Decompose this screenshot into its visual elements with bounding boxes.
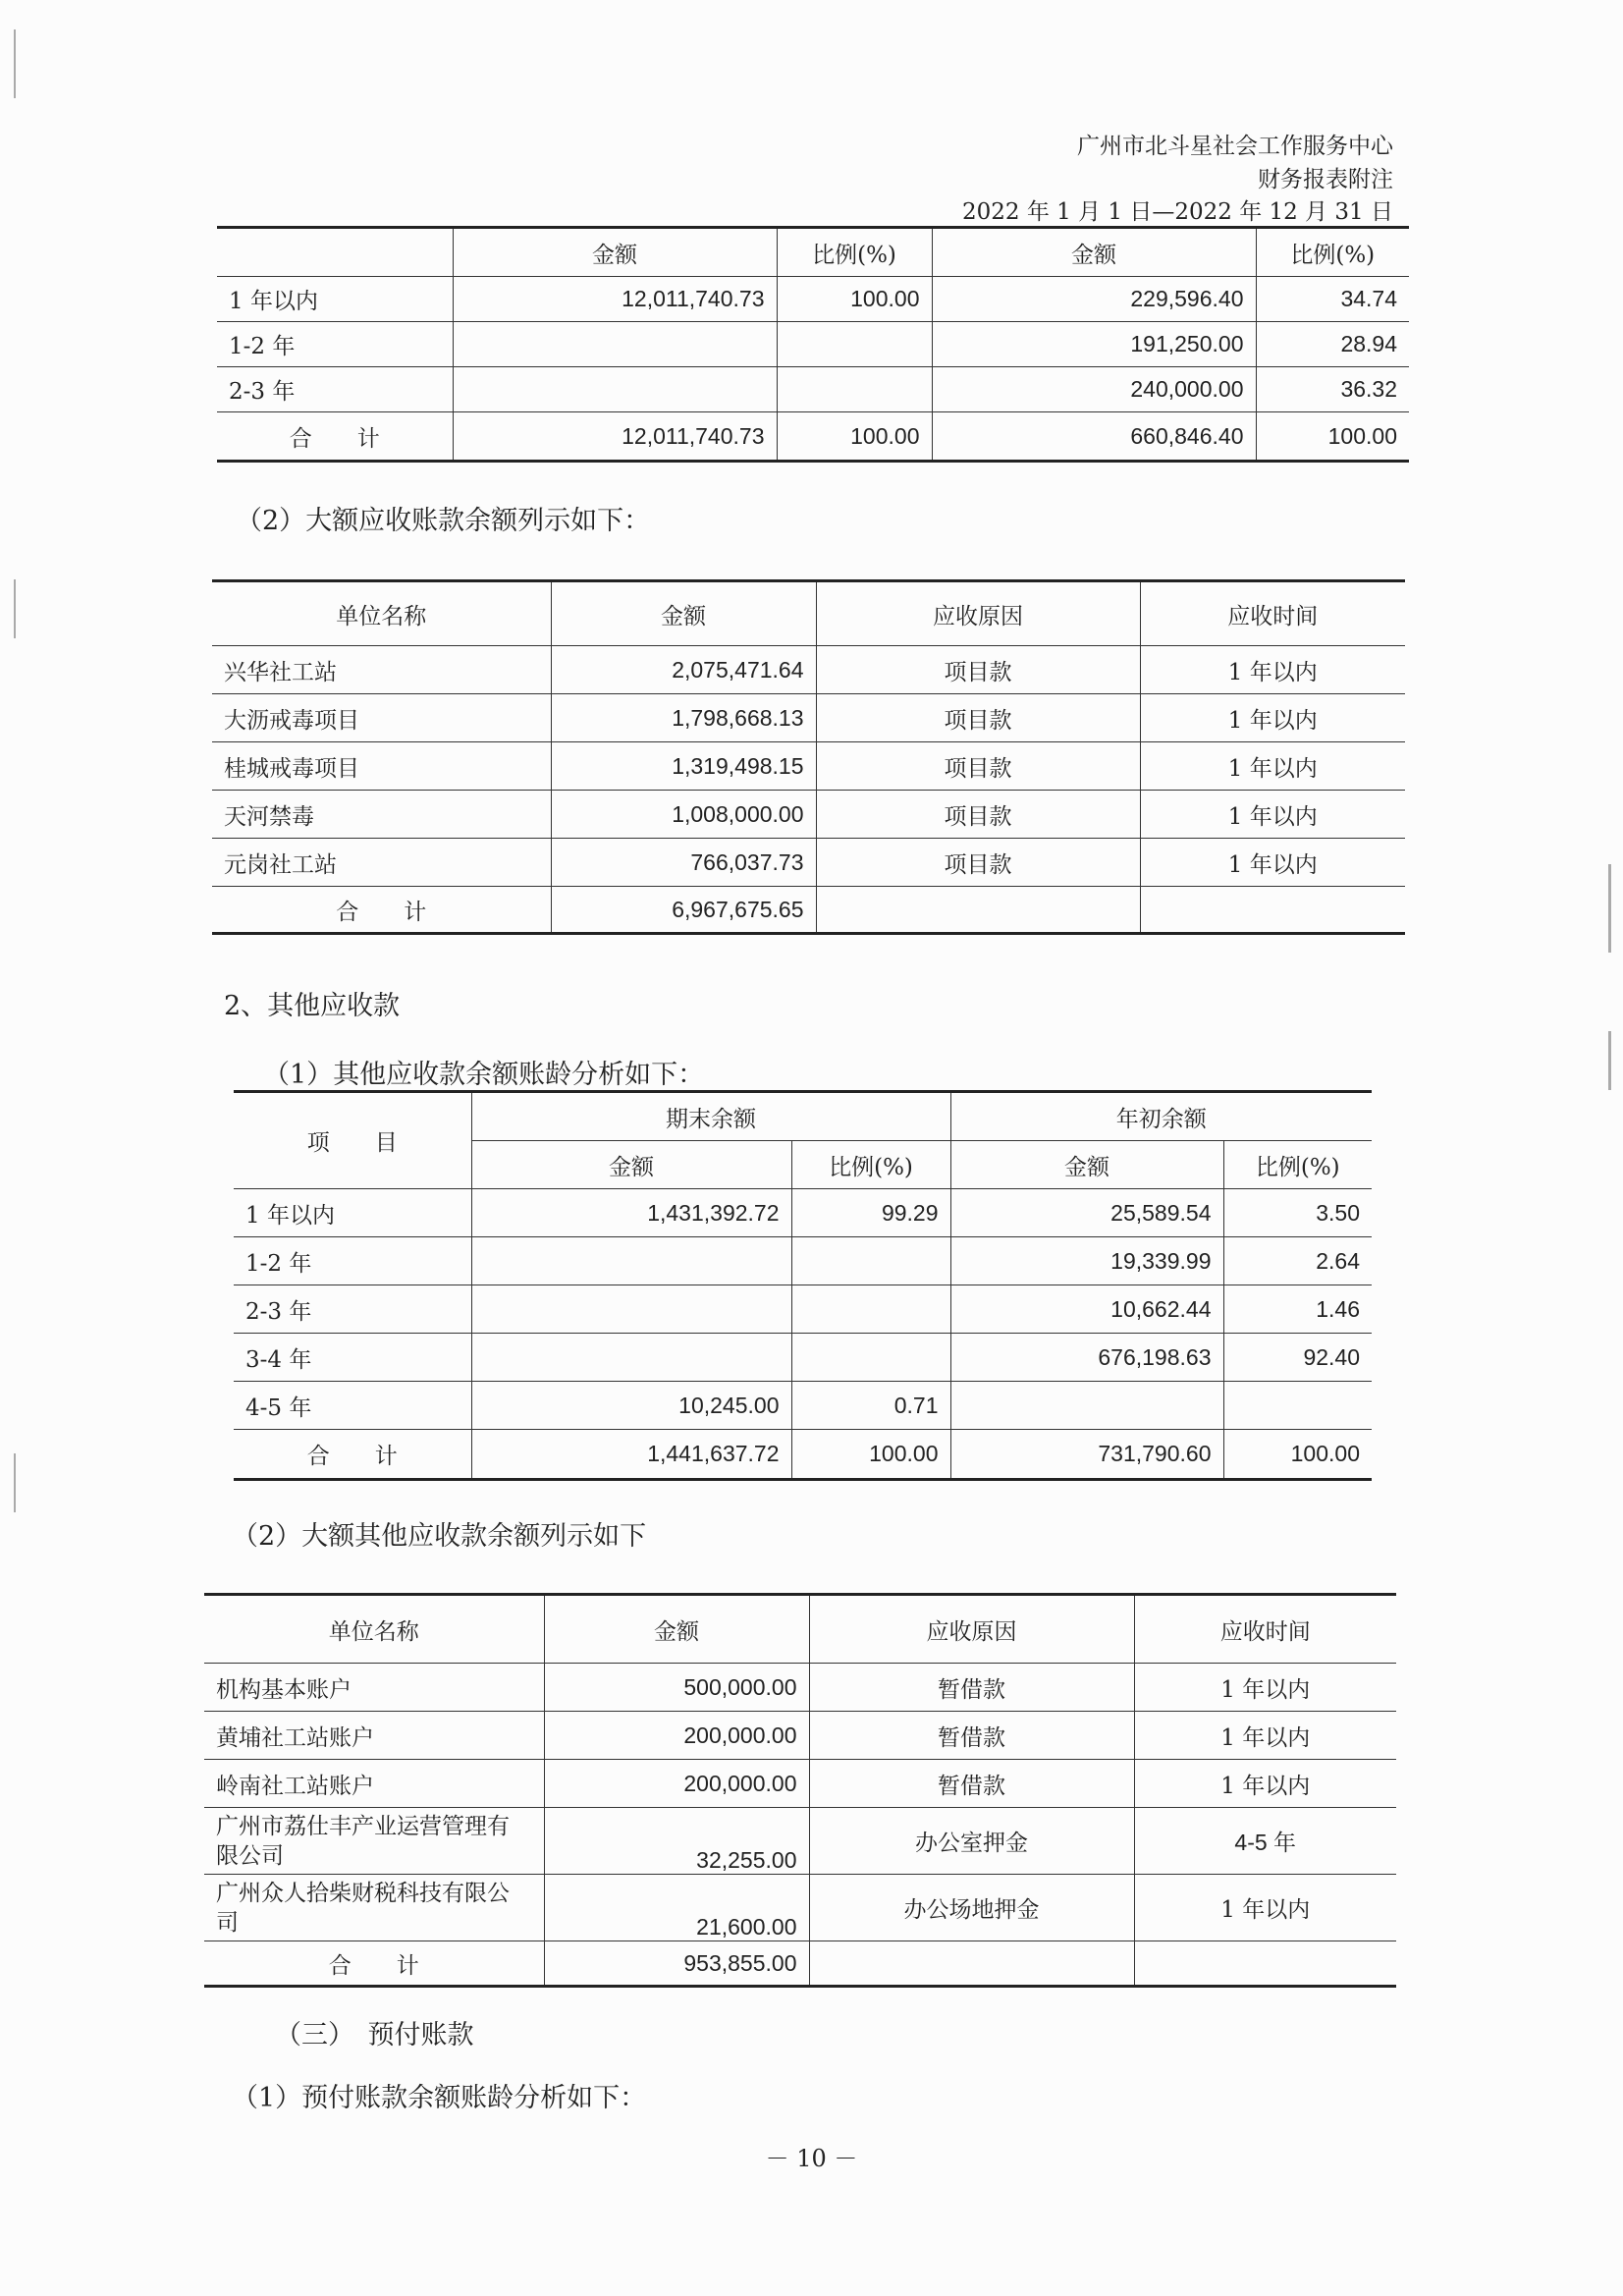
item-header: 项 目 bbox=[234, 1092, 471, 1189]
table-header-row bbox=[234, 1092, 1372, 1141]
report-period: 2022 年 1 月 1 日—2022 年 12 月 31 日 bbox=[962, 199, 1393, 225]
table-header-row: 单位名称 金额 应收原因 应收时间 bbox=[204, 1595, 1396, 1664]
table-row: 1-2 年 191,250.00 28.94 bbox=[217, 322, 1409, 367]
table-row: 广州众人拾柴财税科技有限公司 21,600.00 办公场地押金 1 年以内 bbox=[204, 1875, 1396, 1941]
section-heading: （2）大额其他应收款余额列示如下 bbox=[232, 1521, 647, 1552]
table-row: 天河禁毒 1,008,000.00 项目款 1 年以内 bbox=[212, 791, 1405, 839]
table-subheader-row: 金额 比例(%) 金额 比例(%) bbox=[234, 1141, 1372, 1189]
table-row: 大沥戒毒项目 1,798,668.13 项目款 1 年以内 bbox=[212, 694, 1405, 742]
page-number: － 10 － bbox=[765, 2145, 858, 2172]
table-row: 黄埔社工站账户 200,000.00 暂借款 1 年以内 bbox=[204, 1712, 1396, 1760]
table-row: 岭南社工站账户 200,000.00 暂借款 1 年以内 bbox=[204, 1760, 1396, 1808]
scan-mark bbox=[14, 579, 16, 638]
scan-mark bbox=[1608, 1031, 1611, 1090]
table-row: 2-3 年 240,000.00 36.32 bbox=[217, 367, 1409, 412]
other-ar-aging-table bbox=[234, 1090, 1372, 1481]
begin-balance-header: 年初余额 bbox=[950, 1092, 1372, 1141]
section-heading: （2）大额应收账款余额列示如下： bbox=[236, 506, 651, 536]
large-ar-table bbox=[212, 579, 1405, 935]
section-heading: （1）其他应收款余额账龄分析如下： bbox=[263, 1060, 705, 1090]
table-row: 兴华社工站 2,075,471.64 项目款 1 年以内 bbox=[212, 646, 1405, 694]
section-heading: 2、其他应收款 bbox=[224, 991, 401, 1021]
doc-title: 财务报表附注 bbox=[1258, 167, 1393, 192]
total-row: 合 计 6,967,675.65 bbox=[212, 887, 1405, 934]
table-row: 3-4 年 676,198.63 92.40 bbox=[234, 1334, 1372, 1382]
table-row: 1 年以内 12,011,740.73 100.00 229,596.40 34.74 bbox=[217, 277, 1409, 322]
scan-mark bbox=[14, 1453, 16, 1512]
table-row: 4-5 年 10,245.00 0.71 bbox=[234, 1382, 1372, 1430]
total-row: 合 计 953,855.00 bbox=[204, 1941, 1396, 1987]
table-header-row: 单位名称 金额 应收原因 应收时间 bbox=[212, 581, 1405, 646]
large-other-ar-table bbox=[204, 1593, 1396, 1988]
total-row: 合 计 1,441,637.72 100.00 731,790.60 100.00 bbox=[234, 1430, 1372, 1480]
org-name: 广州市北斗星社会工作服务中心 bbox=[1077, 134, 1393, 159]
table-row: 1-2 年 19,339.99 2.64 bbox=[234, 1237, 1372, 1285]
table-header-row: 金额 比例(%) 金额 比例(%) bbox=[217, 228, 1409, 277]
scan-mark bbox=[1608, 864, 1611, 953]
table-row: 元岗社工站 766,037.73 项目款 1 年以内 bbox=[212, 839, 1405, 887]
table-row: 1 年以内 1,431,392.72 99.29 25,589.54 3.50 bbox=[234, 1189, 1372, 1237]
end-balance-header: 期末余额 bbox=[471, 1092, 950, 1141]
section-heading: （1）预付账款余额账龄分析如下： bbox=[232, 2083, 647, 2113]
ar-aging-table bbox=[217, 226, 1409, 463]
section-heading: （三） 预付账款 bbox=[275, 2020, 474, 2050]
table-row: 桂城戒毒项目 1,319,498.15 项目款 1 年以内 bbox=[212, 742, 1405, 791]
scan-mark bbox=[14, 29, 16, 98]
table-row: 广州市荔仕丰产业运营管理有限公司 32,255.00 办公室押金 4-5 年 bbox=[204, 1808, 1396, 1875]
table-row: 机构基本账户 500,000.00 暂借款 1 年以内 bbox=[204, 1664, 1396, 1712]
total-row: 合 计 12,011,740.73 100.00 660,846.40 100.00 bbox=[217, 412, 1409, 462]
table-row: 2-3 年 10,662.44 1.46 bbox=[234, 1285, 1372, 1334]
